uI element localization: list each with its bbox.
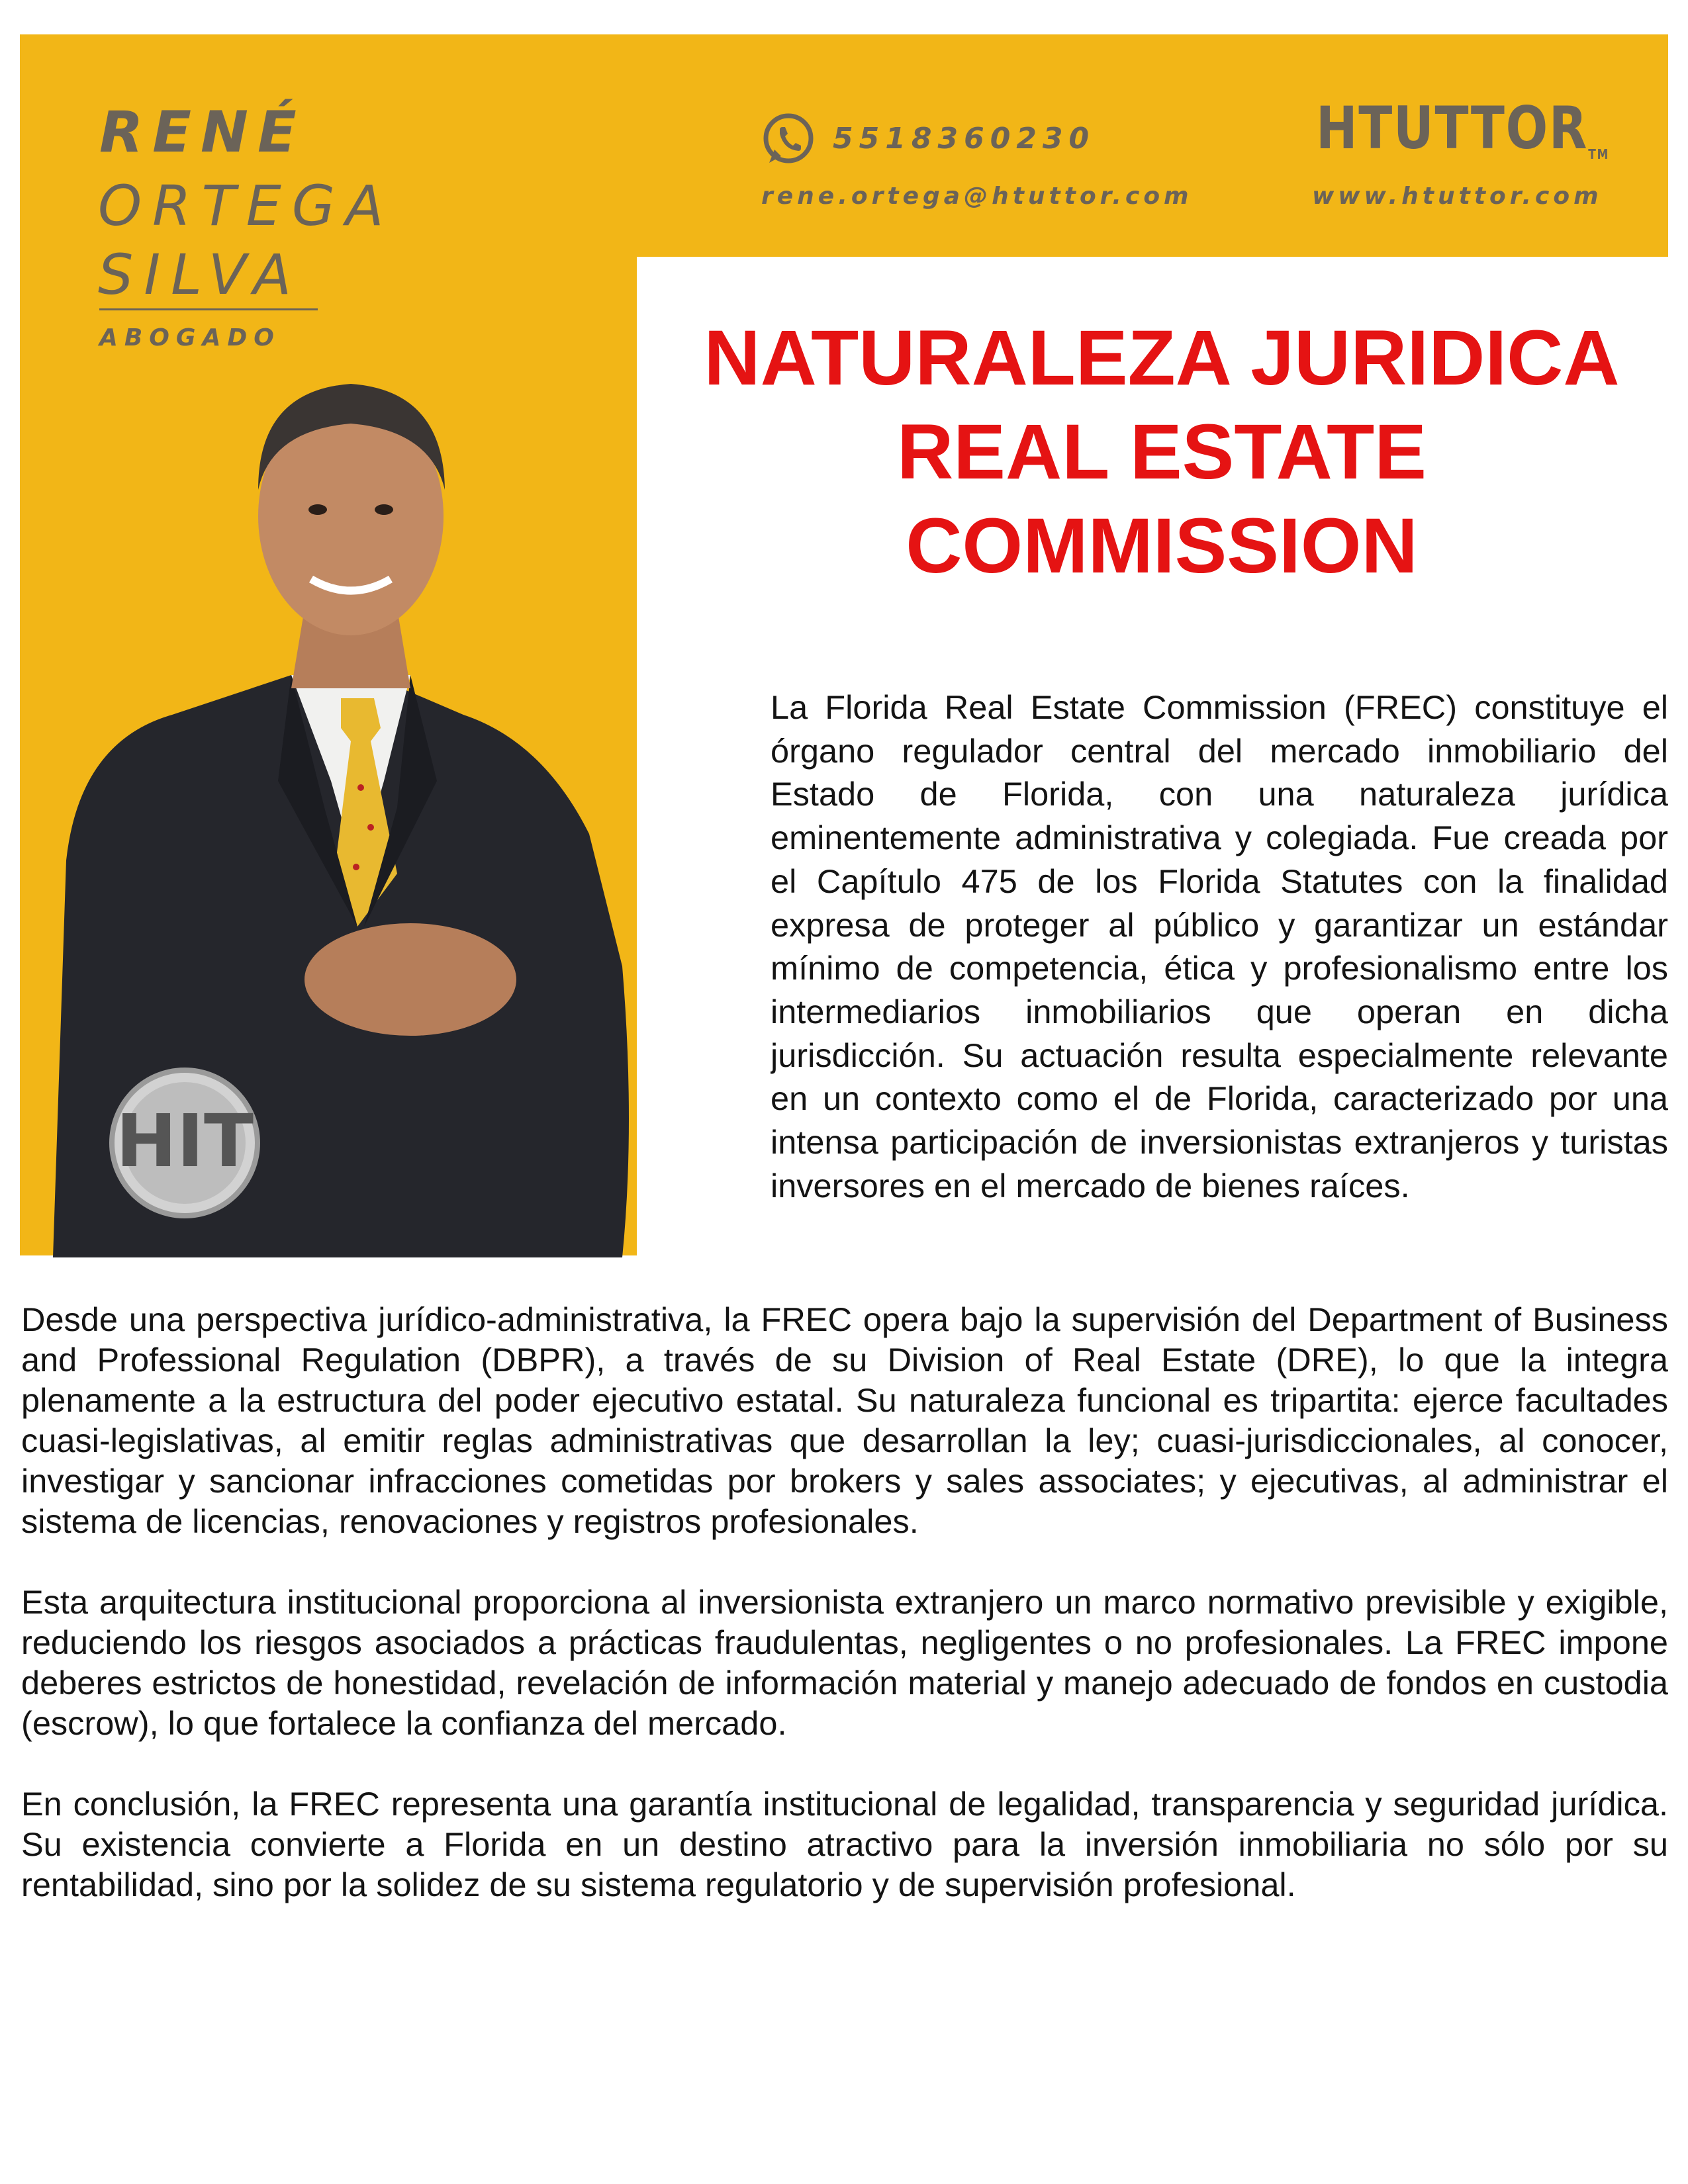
title-line-1: NATURALEZA JURIDICA xyxy=(704,314,1620,402)
title-line-2: REAL ESTATE xyxy=(897,408,1427,496)
professional-title: ABOGADO xyxy=(99,324,281,351)
body-text xyxy=(21,1299,1668,1945)
name-last: SILVA xyxy=(98,242,303,307)
name-middle: ORTEGA xyxy=(98,173,395,238)
brand-name: HTUTTOR xyxy=(1316,94,1589,162)
page-title xyxy=(655,311,1668,593)
name-first: RENÉ xyxy=(99,99,306,165)
paragraph: Desde una perspectiva jurídico-administrativa, la FREC opera bajo la supervisión del Department of Business and Professional Regulation (DBPR), a través de su Division of Real Estate (DRE), lo que la integra plenamente a la estructura del poder ejecutivo estatal. Su naturaleza funcional es tripartita: ejerce facultades cuasi-legislativas, al emitir reglas administrativas que desarrollan la ley; cuasi-jurisdiccionales, al conocer, investigar y sancionar infracciones cometidas por brokers y sales associates; y ejecutivas, al administrar el sistema de licencias, renovaciones y registros profesionales. xyxy=(21,1300,1668,1540)
htuttor-logo xyxy=(1316,94,1609,162)
badge-text: HIT xyxy=(115,1099,254,1183)
name-divider xyxy=(99,308,318,310)
trademark-mark: TM xyxy=(1588,146,1610,162)
email-address: rene.ortega@htuttor.com xyxy=(761,183,1193,210)
intro-paragraph: La Florida Real Estate Commission (FREC) constituye el órgano regulador central del mercado inmobiliario del Estado de Florida, con una naturaleza jurídica eminentemente administrativa y colegiada. Fue creada por el Capítulo 475 de los Florida Statutes con la finalidad expresa de proteger al público y garantizar un estándar mínimo de competencia, ética y profesionalismo entre los intermediarios inmobiliarios que operan en dicha jurisdicción. Su actuación resulta especialmente relevante en un contexto como el de Florida, caracterizado por una intensa participación de inversionistas extranjeros y turistas inversores en el mercado de bienes raíces. xyxy=(771,688,1668,1205)
paragraph: Esta arquitectura institucional proporciona al inversionista extranjero un marco normativo previsible y exigible, reduciendo los riesgos asociados a prácticas fraudulentas, negligentes o no profesionales. La FREC impone deberes estrictos de honestidad, revelación de información material y manejo adecuado de fondos en custodia (escrow), lo que fortalece la confianza del mercado. xyxy=(21,1583,1668,1742)
whatsapp-icon xyxy=(760,111,817,168)
paragraph: En conclusión, la FREC representa una garantía institucional de legalidad, transparencia y seguridad jurídica. Su existencia convierte a Florida en un destino atractivo para la inversión inmobiliaria no sólo por su rentabilidad, sino por la solidez de su sistema regulatorio y de supervisión profesional. xyxy=(21,1785,1668,1903)
hit-badge-logo xyxy=(109,1067,261,1219)
title-line-3: COMMISSION xyxy=(906,502,1418,590)
website-url: www.htuttor.com xyxy=(1312,183,1603,210)
phone-number: 5518360230 xyxy=(833,122,1096,156)
